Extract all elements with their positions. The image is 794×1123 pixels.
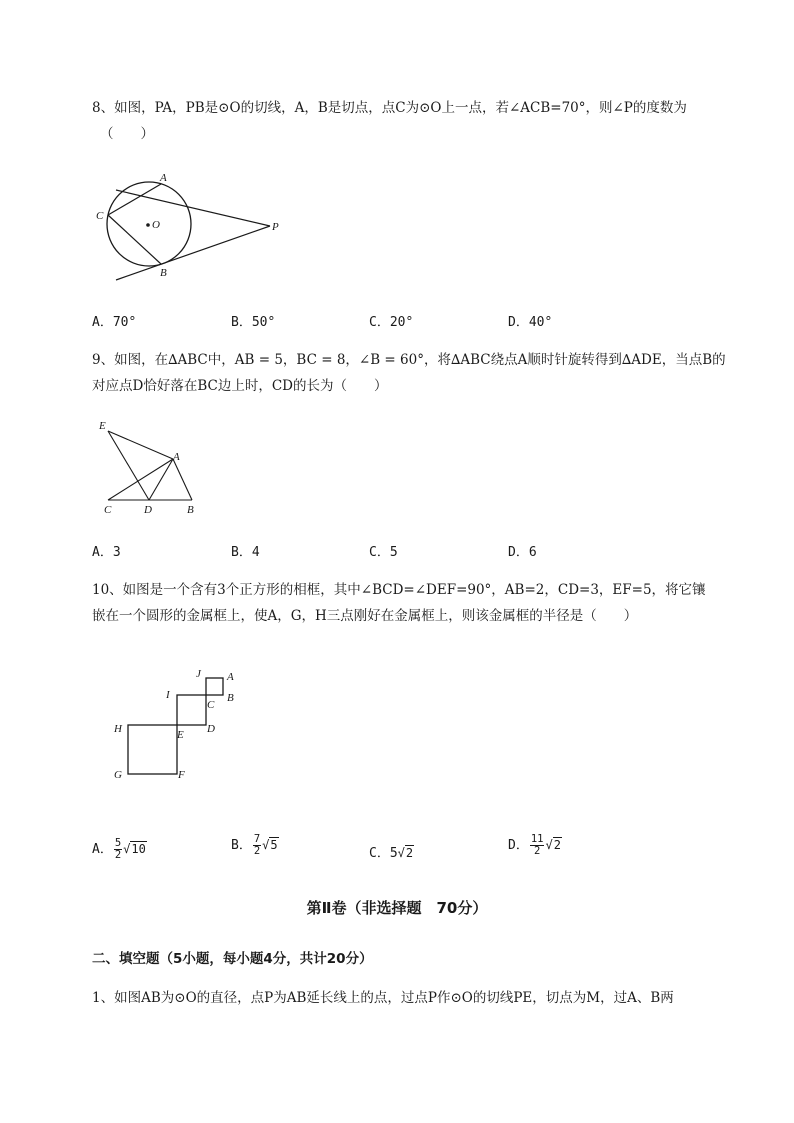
q10-label-g: G [114, 769, 122, 781]
q8-label-c: C [96, 210, 104, 222]
q8-label-p: P [272, 221, 279, 233]
q10-figure [108, 665, 248, 785]
q9-segment-ea [108, 431, 173, 459]
q10-option-c: C．5√2 [369, 846, 414, 861]
q10-option-a: A． $\frac{5}{2}$ √10 [92, 837, 146, 861]
q10-label-i: I [166, 689, 170, 701]
q9-stem-line2: 对应点D恰好落在BC边上时，CD的长为（ ） [92, 378, 388, 394]
q9-option-d: D．6 [508, 545, 537, 560]
q10-square-small [206, 678, 223, 695]
q9-label-b: B [187, 504, 194, 516]
q10-square-medium [177, 695, 206, 725]
q8-option-d: D．40° [508, 315, 553, 330]
q8-label-a: A [160, 172, 167, 184]
q9-segment-ac [108, 459, 173, 500]
q10-label-d: D [207, 723, 215, 735]
q9-stem-line1: 9、如图，在∆ABC中，AB = 5，BC = 8，∠B = 60°，将∆ABC绕点A顺时针旋转得到∆ADE，当点B的 [92, 352, 726, 368]
q10-option-d: D． $\frac{11}{2}$ √2 [508, 833, 561, 857]
q10-stem-line2: 嵌在一个圆形的金属框上，使A，G，H三点刚好在金属框上，则该金属框的半径是（ ） [92, 608, 638, 624]
q9-option-b: B．4 [231, 545, 260, 560]
q10-label-a: A [227, 671, 234, 683]
part2-title: 第Ⅱ卷（非选择题 70分） [306, 899, 488, 917]
q9-label-c: C [104, 504, 112, 516]
q10-stem-line1: 10、如图是一个含有3个正方形的相框，其中∠BCD=∠DEF=90°，AB=2，CD=3，EF=5，将它镶 [92, 582, 706, 598]
q8-tangent-pa [116, 190, 270, 226]
q9-segment-ab [173, 459, 192, 500]
q8-option-a: A．70° [92, 315, 137, 330]
q10-label-b: B [227, 692, 234, 704]
q9-segment-ad [149, 459, 173, 500]
fill-q1-line1: 1、如图AB为⊙O的直径，点P为AB延长线上的点，过点P作⊙O的切线PE，切点为M，过A、B两 [92, 990, 674, 1006]
q9-segment-ed [108, 431, 149, 500]
q10-label-f: F [178, 769, 185, 781]
q9-option-a: A．3 [92, 545, 121, 560]
q10-label-c: C [207, 699, 215, 711]
q8-chord-ca [108, 184, 161, 215]
q9-figure [94, 418, 206, 518]
q9-label-a: A [173, 451, 180, 463]
q8-center-dot [146, 223, 150, 227]
q8-option-b: B．50° [231, 315, 276, 330]
q10-option-b: B． $\frac{7}{2}$ √5 [231, 833, 278, 857]
q8-tangent-pb [116, 226, 270, 280]
q10-label-j: J [196, 668, 201, 680]
q10-label-h: H [114, 723, 122, 735]
q8-label-b: B [160, 267, 167, 279]
q8-figure [88, 160, 298, 285]
q8-stem-line2: （ ） [100, 126, 154, 142]
q9-option-c: C．5 [369, 545, 398, 560]
q9-label-e: E [99, 420, 106, 432]
q10-label-e: E [177, 729, 184, 741]
fill-in-section-heading: 二、填空题（5小题，每小题4分，共计20分） [92, 951, 373, 967]
q9-label-d: D [144, 504, 152, 516]
q10-square-large [128, 725, 177, 774]
q8-option-c: C．20° [369, 315, 414, 330]
q8-label-o: O [152, 219, 160, 231]
q8-stem-line1: 8、如图，PA，PB是⊙O的切线，A，B是切点，点C为⊙O上一点，若∠ACB=70°，则∠P的度数为 [92, 100, 687, 116]
